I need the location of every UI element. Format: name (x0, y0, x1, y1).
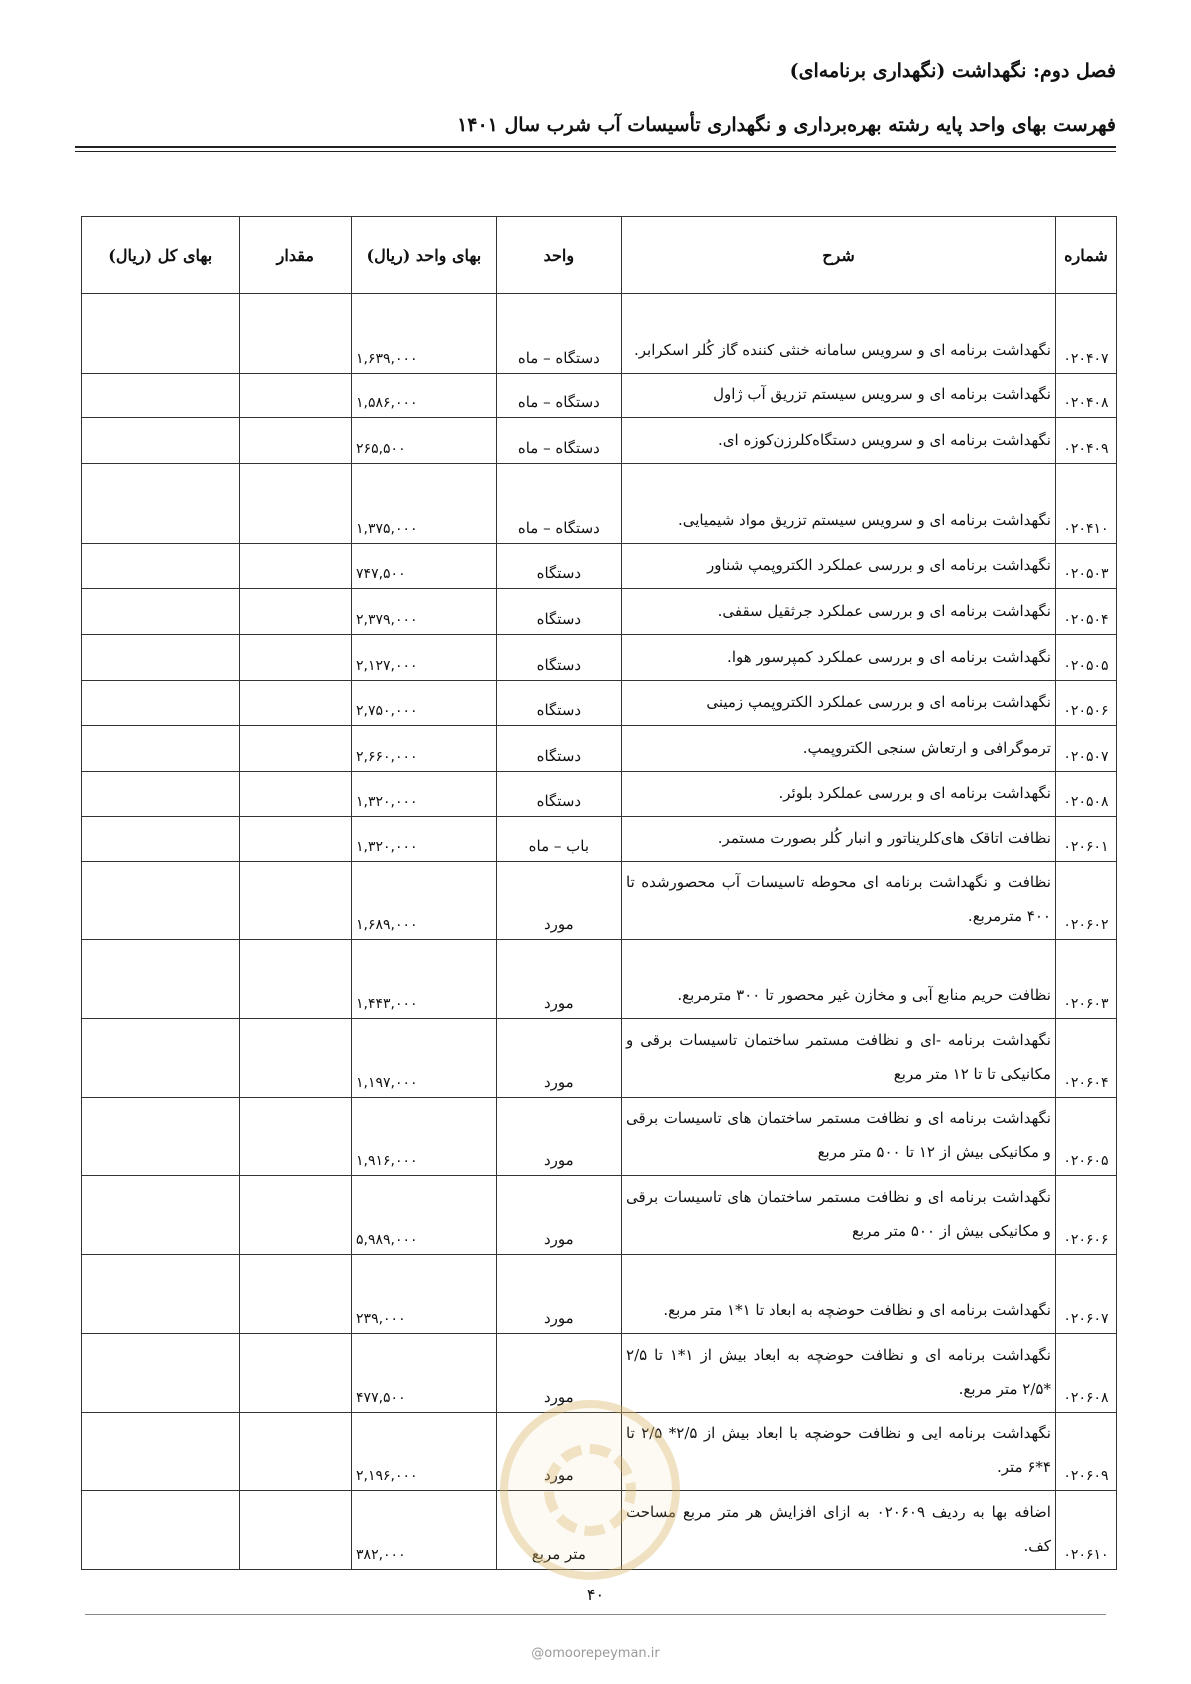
table-row (82, 544, 1117, 589)
row-code: ۰۲۰۵۰۶ (1055, 681, 1116, 726)
column-header-description: شرح (622, 217, 1056, 294)
page-number: ۴۰ (586, 1585, 605, 1604)
row-unit: دستگاه – ماه (496, 374, 621, 418)
row-unit-price: ۲,۷۵۰,۰۰۰ (352, 681, 497, 726)
row-quantity (239, 418, 352, 464)
row-code: ۰۲۰۶۰۸ (1055, 1334, 1116, 1413)
row-description: نگهداشت برنامه ای و سرویس سیستم تزریق آب ژاول (622, 374, 1056, 418)
row-description: نگهداشت برنامه ای و سرویس دستگاه‌کلرزن‌کوزه ای. (622, 418, 1056, 464)
row-description: نگهداشت برنامه ای و بررسی عملکرد الکتروپمپ شناور (622, 544, 1056, 589)
row-unit-price: ۲۶۵,۵۰۰ (352, 418, 497, 464)
row-quantity (239, 589, 352, 635)
row-description: نگهداشت برنامه ای و نظافت حوضچه به ابعاد بیش از ۱*۱ تا ۲/۵ *۲/۵ متر مربع. (622, 1334, 1056, 1413)
row-quantity (239, 464, 352, 544)
row-description: نگهداشت برنامه ایی و نظافت حوضچه با ابعاد بیش از ۲/۵* ۲/۵ تا ۴*۶ متر. (622, 1413, 1056, 1491)
column-header-total-price: بهای کل (ریال) (82, 217, 240, 294)
row-unit-price: ۱,۶۸۹,۰۰۰ (352, 862, 497, 940)
price-list-title: فهرست بهای واحد پایه رشته بهره‌برداری و نگهداری تأسیسات آب شرب سال ۱۴۰۱ (457, 114, 1116, 136)
row-quantity (239, 544, 352, 589)
row-total (82, 1255, 240, 1334)
row-description: نگهداشت برنامه ای و سرویس سامانه خنثی کننده گاز کُلر اسکرابر. (622, 294, 1056, 374)
row-unit-price: ۱,۳۲۰,۰۰۰ (352, 817, 497, 862)
row-quantity (239, 1413, 352, 1491)
row-total (82, 1413, 240, 1491)
row-description: اضافه بها به ردیف ۰۲۰۶۰۹ به ازای افزایش هر متر مربع مساحت کف. (622, 1491, 1056, 1570)
table-row (82, 1098, 1117, 1176)
row-code: ۰۲۰۵۰۴ (1055, 589, 1116, 635)
row-code: ۰۲۰۶۰۲ (1055, 862, 1116, 940)
price-table (81, 216, 1117, 1570)
row-unit-price: ۴۷۷,۵۰۰ (352, 1334, 497, 1413)
row-unit: مورد (496, 862, 621, 940)
table-row (82, 940, 1117, 1019)
header-rule-thin (75, 151, 1116, 152)
row-unit: دستگاه (496, 589, 621, 635)
row-total (82, 1019, 240, 1098)
row-unit-price: ۱,۵۸۶,۰۰۰ (352, 374, 497, 418)
row-total (82, 817, 240, 862)
row-quantity (239, 1491, 352, 1570)
row-unit-price: ۳۸۲,۰۰۰ (352, 1491, 497, 1570)
row-unit: دستگاه – ماه (496, 418, 621, 464)
row-description: نگهداشت برنامه ای و نظافت حوضچه به ابعاد تا ۱*۱ متر مربع. (622, 1255, 1056, 1334)
row-unit-price: ۱,۱۹۷,۰۰۰ (352, 1019, 497, 1098)
row-unit: مورد (496, 1255, 621, 1334)
table-row (82, 1019, 1117, 1098)
row-unit-price: ۱,۹۱۶,۰۰۰ (352, 1098, 497, 1176)
row-unit: دستگاه (496, 544, 621, 589)
row-unit: مورد (496, 1176, 621, 1255)
page-header (75, 60, 1116, 136)
row-unit-price: ۷۴۷,۵۰۰ (352, 544, 497, 589)
website-watermark: @omoorepeyman.ir (531, 1646, 660, 1661)
table-row (82, 1334, 1117, 1413)
row-unit-price: ۲,۶۶۰,۰۰۰ (352, 726, 497, 772)
row-quantity (239, 726, 352, 772)
row-unit: مورد (496, 1413, 621, 1491)
row-description: نگهداشت برنامه ای و بررسی عملکرد کمپرسور هوا. (622, 635, 1056, 681)
row-unit-price: ۱,۴۴۳,۰۰۰ (352, 940, 497, 1019)
row-unit: دستگاه (496, 681, 621, 726)
row-quantity (239, 862, 352, 940)
row-total (82, 726, 240, 772)
row-code: ۰۲۰۵۰۵ (1055, 635, 1116, 681)
row-code: ۰۲۰۶۰۴ (1055, 1019, 1116, 1098)
row-quantity (239, 1255, 352, 1334)
row-description: نظافت و نگهداشت برنامه ای محوطه تاسیسات آب محصورشده تا ۴۰۰ مترمربع. (622, 862, 1056, 940)
row-total (82, 1098, 240, 1176)
row-quantity (239, 1019, 352, 1098)
row-unit-price: ۱,۳۷۵,۰۰۰ (352, 464, 497, 544)
row-unit: دستگاه (496, 635, 621, 681)
row-total (82, 862, 240, 940)
row-description: نظافت اتاقک های‌کلریناتور و انبار کُلر بصورت مستمر. (622, 817, 1056, 862)
row-total (82, 589, 240, 635)
column-header-quantity: مقدار (239, 217, 352, 294)
table-row (82, 464, 1117, 544)
row-code: ۰۲۰۵۰۳ (1055, 544, 1116, 589)
row-unit: مورد (496, 1334, 621, 1413)
row-code: ۰۲۰۶۰۶ (1055, 1176, 1116, 1255)
row-unit: دستگاه – ماه (496, 464, 621, 544)
row-unit-price: ۲,۱۲۷,۰۰۰ (352, 635, 497, 681)
row-unit: متر مربع (496, 1491, 621, 1570)
row-unit-price: ۲۳۹,۰۰۰ (352, 1255, 497, 1334)
row-total (82, 464, 240, 544)
table-row (82, 418, 1117, 464)
row-total (82, 681, 240, 726)
row-code: ۰۲۰۵۰۸ (1055, 772, 1116, 817)
row-total (82, 635, 240, 681)
table-row (82, 726, 1117, 772)
row-quantity (239, 681, 352, 726)
row-description: نگهداشت برنامه ای و بررسی عملکرد بلوئر. (622, 772, 1056, 817)
row-code: ۰۲۰۴۱۰ (1055, 464, 1116, 544)
row-unit-price: ۱,۶۳۹,۰۰۰ (352, 294, 497, 374)
table-row (82, 294, 1117, 374)
row-total (82, 1334, 240, 1413)
row-code: ۰۲۰۵۰۷ (1055, 726, 1116, 772)
row-quantity (239, 1098, 352, 1176)
table-row (82, 817, 1117, 862)
row-code: ۰۲۰۶۰۹ (1055, 1413, 1116, 1491)
row-unit: مورد (496, 1098, 621, 1176)
row-description: نظافت حریم منابع آبی و مخازن غیر محصور تا ۳۰۰ مترمربع. (622, 940, 1056, 1019)
row-code: ۰۲۰۴۰۹ (1055, 418, 1116, 464)
row-unit: دستگاه – ماه (496, 294, 621, 374)
row-quantity (239, 1334, 352, 1413)
row-description: نگهداشت برنامه ای و بررسی عملکرد جرثقیل سقفی. (622, 589, 1056, 635)
row-code: ۰۲۰۶۰۷ (1055, 1255, 1116, 1334)
row-total (82, 772, 240, 817)
table-row (82, 589, 1117, 635)
chapter-title: فصل دوم: نگهداشت (نگهداری برنامه‌ای) (789, 60, 1116, 82)
row-unit-price: ۲,۳۷۹,۰۰۰ (352, 589, 497, 635)
table-header-row (82, 217, 1117, 294)
row-description: نگهداشت برنامه ای و سرویس سیستم تزریق مواد شیمیایی. (622, 464, 1056, 544)
row-description: نگهداشت برنامه ای و بررسی عملکرد الکتروپمپ زمینی (622, 681, 1056, 726)
table-row (82, 862, 1117, 940)
column-header-unit-price: بهای واحد (ریال) (352, 217, 497, 294)
row-unit: باب – ماه (496, 817, 621, 862)
row-total (82, 374, 240, 418)
row-unit: مورد (496, 940, 621, 1019)
row-quantity (239, 635, 352, 681)
table-row (82, 772, 1117, 817)
row-unit-price: ۱,۳۲۰,۰۰۰ (352, 772, 497, 817)
column-header-code: شماره (1055, 217, 1116, 294)
table-row (82, 1176, 1117, 1255)
header-rule-thick (75, 146, 1116, 148)
row-code: ۰۲۰۴۰۸ (1055, 374, 1116, 418)
row-quantity (239, 1176, 352, 1255)
table-row (82, 681, 1117, 726)
table-row (82, 374, 1117, 418)
table-row (82, 635, 1117, 681)
row-code: ۰۲۰۶۰۱ (1055, 817, 1116, 862)
row-code: ۰۲۰۴۰۷ (1055, 294, 1116, 374)
row-description: ترموگرافی و ارتعاش سنجی الکتروپمپ. (622, 726, 1056, 772)
row-total (82, 544, 240, 589)
row-unit-price: ۲,۱۹۶,۰۰۰ (352, 1413, 497, 1491)
table-row (82, 1413, 1117, 1491)
row-code: ۰۲۰۶۰۳ (1055, 940, 1116, 1019)
row-unit-price: ۵,۹۸۹,۰۰۰ (352, 1176, 497, 1255)
row-quantity (239, 374, 352, 418)
row-quantity (239, 294, 352, 374)
row-unit: دستگاه (496, 726, 621, 772)
row-total (82, 418, 240, 464)
row-total (82, 1176, 240, 1255)
row-total (82, 1491, 240, 1570)
row-total (82, 940, 240, 1019)
row-code: ۰۲۰۶۱۰ (1055, 1491, 1116, 1570)
row-unit: مورد (496, 1019, 621, 1098)
row-quantity (239, 772, 352, 817)
row-quantity (239, 940, 352, 1019)
row-total (82, 294, 240, 374)
row-code: ۰۲۰۶۰۵ (1055, 1098, 1116, 1176)
row-description: نگهداشت برنامه ای و نظافت مستمر ساختمان های تاسیسات برقی و مکانیکی بیش از ۵۰۰ متر مربع (622, 1176, 1056, 1255)
row-unit: دستگاه (496, 772, 621, 817)
row-quantity (239, 817, 352, 862)
table-row (82, 1255, 1117, 1334)
row-description: نگهداشت برنامه -ای و نظافت مستمر ساختمان تاسیسات برقی و مکانیکی تا تا ۱۲ متر مربع (622, 1019, 1056, 1098)
footer-rule (85, 1614, 1106, 1615)
row-description: نگهداشت برنامه ای و نظافت مستمر ساختمان های تاسیسات برقی و مکانیکی بیش از ۱۲ تا ۵۰۰ متر مربع (622, 1098, 1056, 1176)
table-row (82, 1491, 1117, 1570)
column-header-unit: واحد (496, 217, 621, 294)
